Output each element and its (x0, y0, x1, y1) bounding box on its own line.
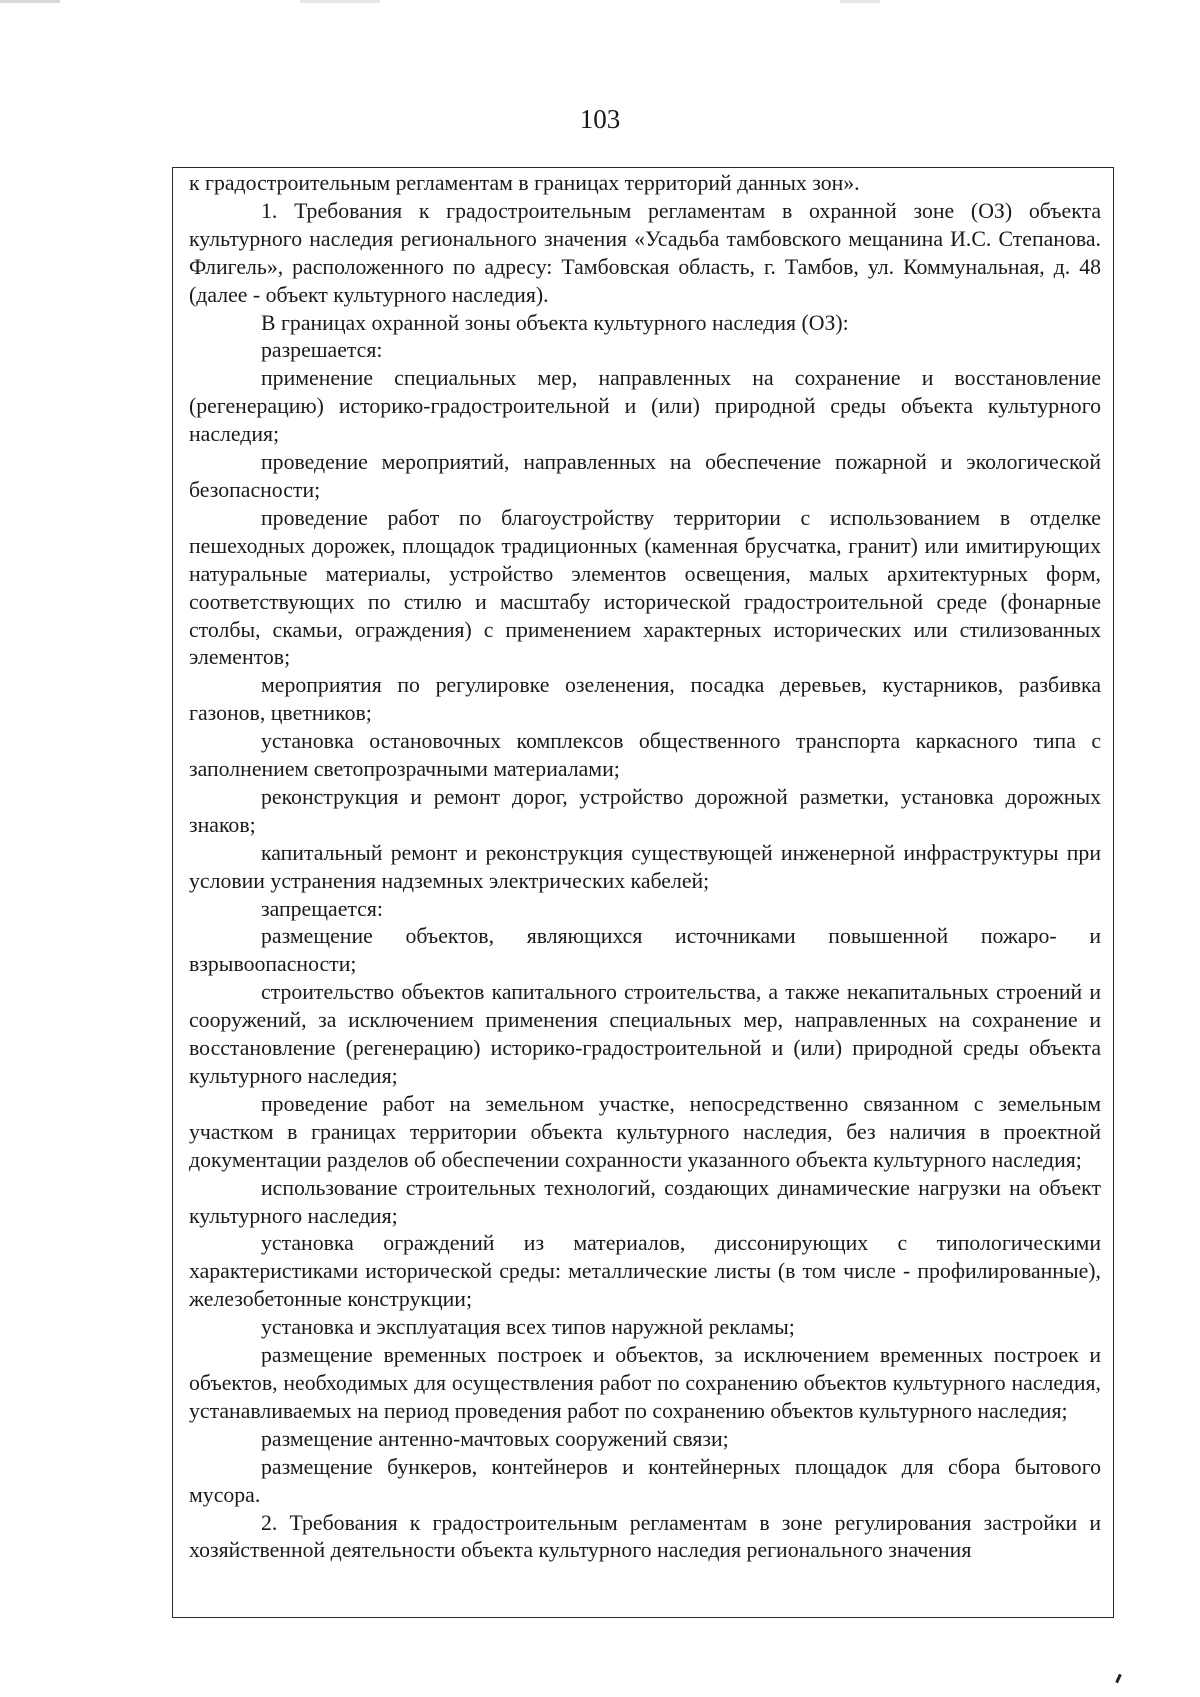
paragraph: капитальный ремонт и реконструкция существующей инженерной инфраструктуры при условии устранения надземных электрических кабелей; (189, 840, 1101, 893)
paragraph: к градостроительным регламентам в границах территорий данных зон». (189, 171, 860, 195)
paragraph: 2. Требования к градостроительным регламентам в зоне регулирования застройки и хозяйственной деятельности объекта культурного наследия регионального значения (189, 1510, 1101, 1563)
document-text-frame (172, 167, 1114, 1618)
page-number: 103 (579, 104, 621, 134)
paragraph: использование строительных технологий, создающих динамические нагрузки на объект культурного наследия; (189, 1175, 1101, 1228)
paragraph: В границах охранной зоны объекта культурного наследия (ОЗ): (261, 310, 849, 335)
paragraph: реконструкция и ремонт дорог, устройство дорожной разметки, установка дорожных знаков; (189, 784, 1101, 837)
paragraph: установка остановочных комплексов общественного транспорта каркасного типа с заполнением светопрозрачными материалами; (189, 729, 1101, 782)
paragraph: 1. Требования к градостроительным регламентам в охранной зоне (ОЗ) объекта культурного наследия регионального значения «Усадьба тамбовского мещанина И.С. Степанова. Флигель», расположенного по адресу: Тамбовская область, г. Тамбов, ул. Коммунальная, д. 48 (далее - объект культурного наследия). (189, 198, 1101, 307)
paragraph: проведение работ на земельном участке, непосредственно связанном с земельным участком в границах территории объекта культурного наследия, без наличия в проектной документации разделов об обеспечении сохранности указанного объекта культурного наследия; (189, 1091, 1101, 1172)
scan-edge-noise-left (0, 0, 60, 3)
paragraph: размещение антенно-мачтовых сооружений связи; (261, 1426, 729, 1451)
paragraph: проведение работ по благоустройству территории с использованием в отделке пешеходных дорожек, площадок традиционных (каменная брусчатка, гранит) или имитирующих натуральные материалы, устройство элементов освещения, малых архитектурных форм, соответствующих по стилю и масштабу исторической градостроительной среде (фонарные столбы, скамьи, ограждения) с применением характерных исторических или стилизованных элементов; (189, 505, 1101, 670)
paragraph: строительство объектов капитального строительства, а также некапитальных строений и сооружений, за исключением применения специальных мер, направленных на сохранение и восстановление (регенерацию) историко-градостроительной и (или) природной среды объекта культурного наследия; (189, 980, 1101, 1088)
paragraph: размещение временных построек и объектов, за исключением временных построек и объектов, необходимых для осуществления работ по сохранению объектов культурного наследия, устанавливаемых на период проведения работ по сохранению объектов культурного наследия; (189, 1343, 1101, 1423)
paragraph: запрещается: (261, 896, 383, 921)
scan-edge-noise-mid (300, 0, 380, 3)
paragraph: установка и эксплуатация всех типов наружной рекламы; (261, 1315, 795, 1340)
paragraph: размещение бункеров, контейнеров и контейнерных площадок для сбора бытового мусора. (189, 1454, 1101, 1507)
scan-edge-noise-right (840, 0, 880, 3)
paragraph: разрешается: (261, 338, 383, 363)
paragraph: установка ограждений из материалов, диссонирующих с типологическими характеристиками исторической среды: металлические листы (в том числе - профилированные), железобетонные конструкции; (189, 1231, 1101, 1312)
paragraph: проведение мероприятий, направленных на обеспечение пожарной и экологической безопасности; (189, 450, 1101, 502)
scan-pen-mark (1115, 1674, 1122, 1683)
paragraph: размещение объектов, являющихся источниками повышенной пожаро- и взрывоопасности; (189, 924, 1101, 977)
paragraph: применение специальных мер, направленных на сохранение и восстановление (регенерацию) историко-градостроительной и (или) природной среды объекта культурного наследия; (189, 366, 1101, 447)
paragraph: мероприятия по регулировке озеленения, посадка деревьев, кустарников, разбивка газонов, цветников; (189, 673, 1101, 726)
